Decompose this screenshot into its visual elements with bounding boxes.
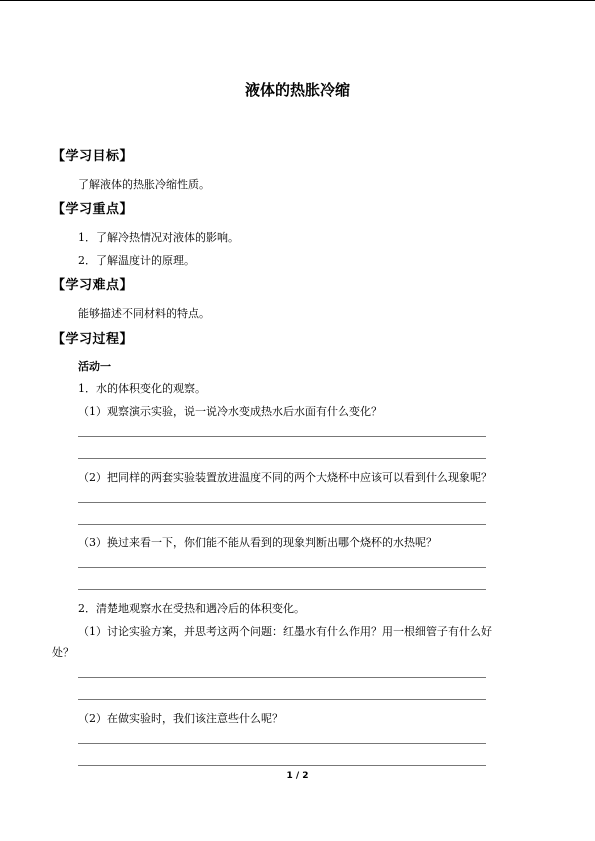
answer-line[interactable] <box>78 765 486 766</box>
answer-line[interactable] <box>78 743 486 744</box>
question-2-part-2: （2）在做实验时，我们该注意些什么呢？ <box>78 712 283 725</box>
section-heading-goals: 【学习目标】 <box>52 149 134 164</box>
header-rule <box>0 0 595 1</box>
question-2-title: 2．清楚地观察水在受热和遇冷后的体积变化。 <box>78 602 305 615</box>
question-2-part-1: （1）讨论实验方案，并思考这两个问题：红墨水有什么作用？用一根细管子有什么好 <box>78 625 492 638</box>
answer-line[interactable] <box>78 567 486 568</box>
page-number: 1 / 2 <box>286 771 309 781</box>
section-heading-difficulties: 【学习难点】 <box>52 278 134 293</box>
question-1-title: 1．水的体积变化的观察。 <box>78 382 206 395</box>
key-point-item: 2．了解温度计的原理。 <box>78 254 195 267</box>
question-1-part-3: （3）换过来看一下，你们能不能从看到的现象判断出哪个烧杯的水热呢？ <box>78 536 437 549</box>
key-point-item: 1．了解冷热情况对液体的影响。 <box>78 231 239 244</box>
answer-line[interactable] <box>78 458 486 459</box>
page-title: 液体的热胀冷缩 <box>244 81 350 99</box>
question-1-part-1: （1）观察演示实验，说一说冷水变成热水后水面有什么变化？ <box>78 405 382 418</box>
question-1-part-2: （2）把同样的两套实验装置放进温度不同的两个大烧杯中应该可以看到什么现象呢？ <box>78 471 492 484</box>
section-heading-key-points: 【学习重点】 <box>52 202 134 217</box>
question-2-part-1-cont: 处？ <box>52 646 74 659</box>
answer-line[interactable] <box>78 502 486 503</box>
answer-line[interactable] <box>78 677 486 678</box>
section-heading-process: 【学习过程】 <box>52 332 134 347</box>
answer-line[interactable] <box>78 524 486 525</box>
answer-line[interactable] <box>78 436 486 437</box>
goals-text: 了解液体的热胀冷缩性质。 <box>78 178 210 191</box>
activity-title: 活动一 <box>78 360 111 373</box>
difficulties-text: 能够描述不同材料的特点。 <box>78 307 210 320</box>
answer-line[interactable] <box>78 699 486 700</box>
answer-line[interactable] <box>78 589 486 590</box>
